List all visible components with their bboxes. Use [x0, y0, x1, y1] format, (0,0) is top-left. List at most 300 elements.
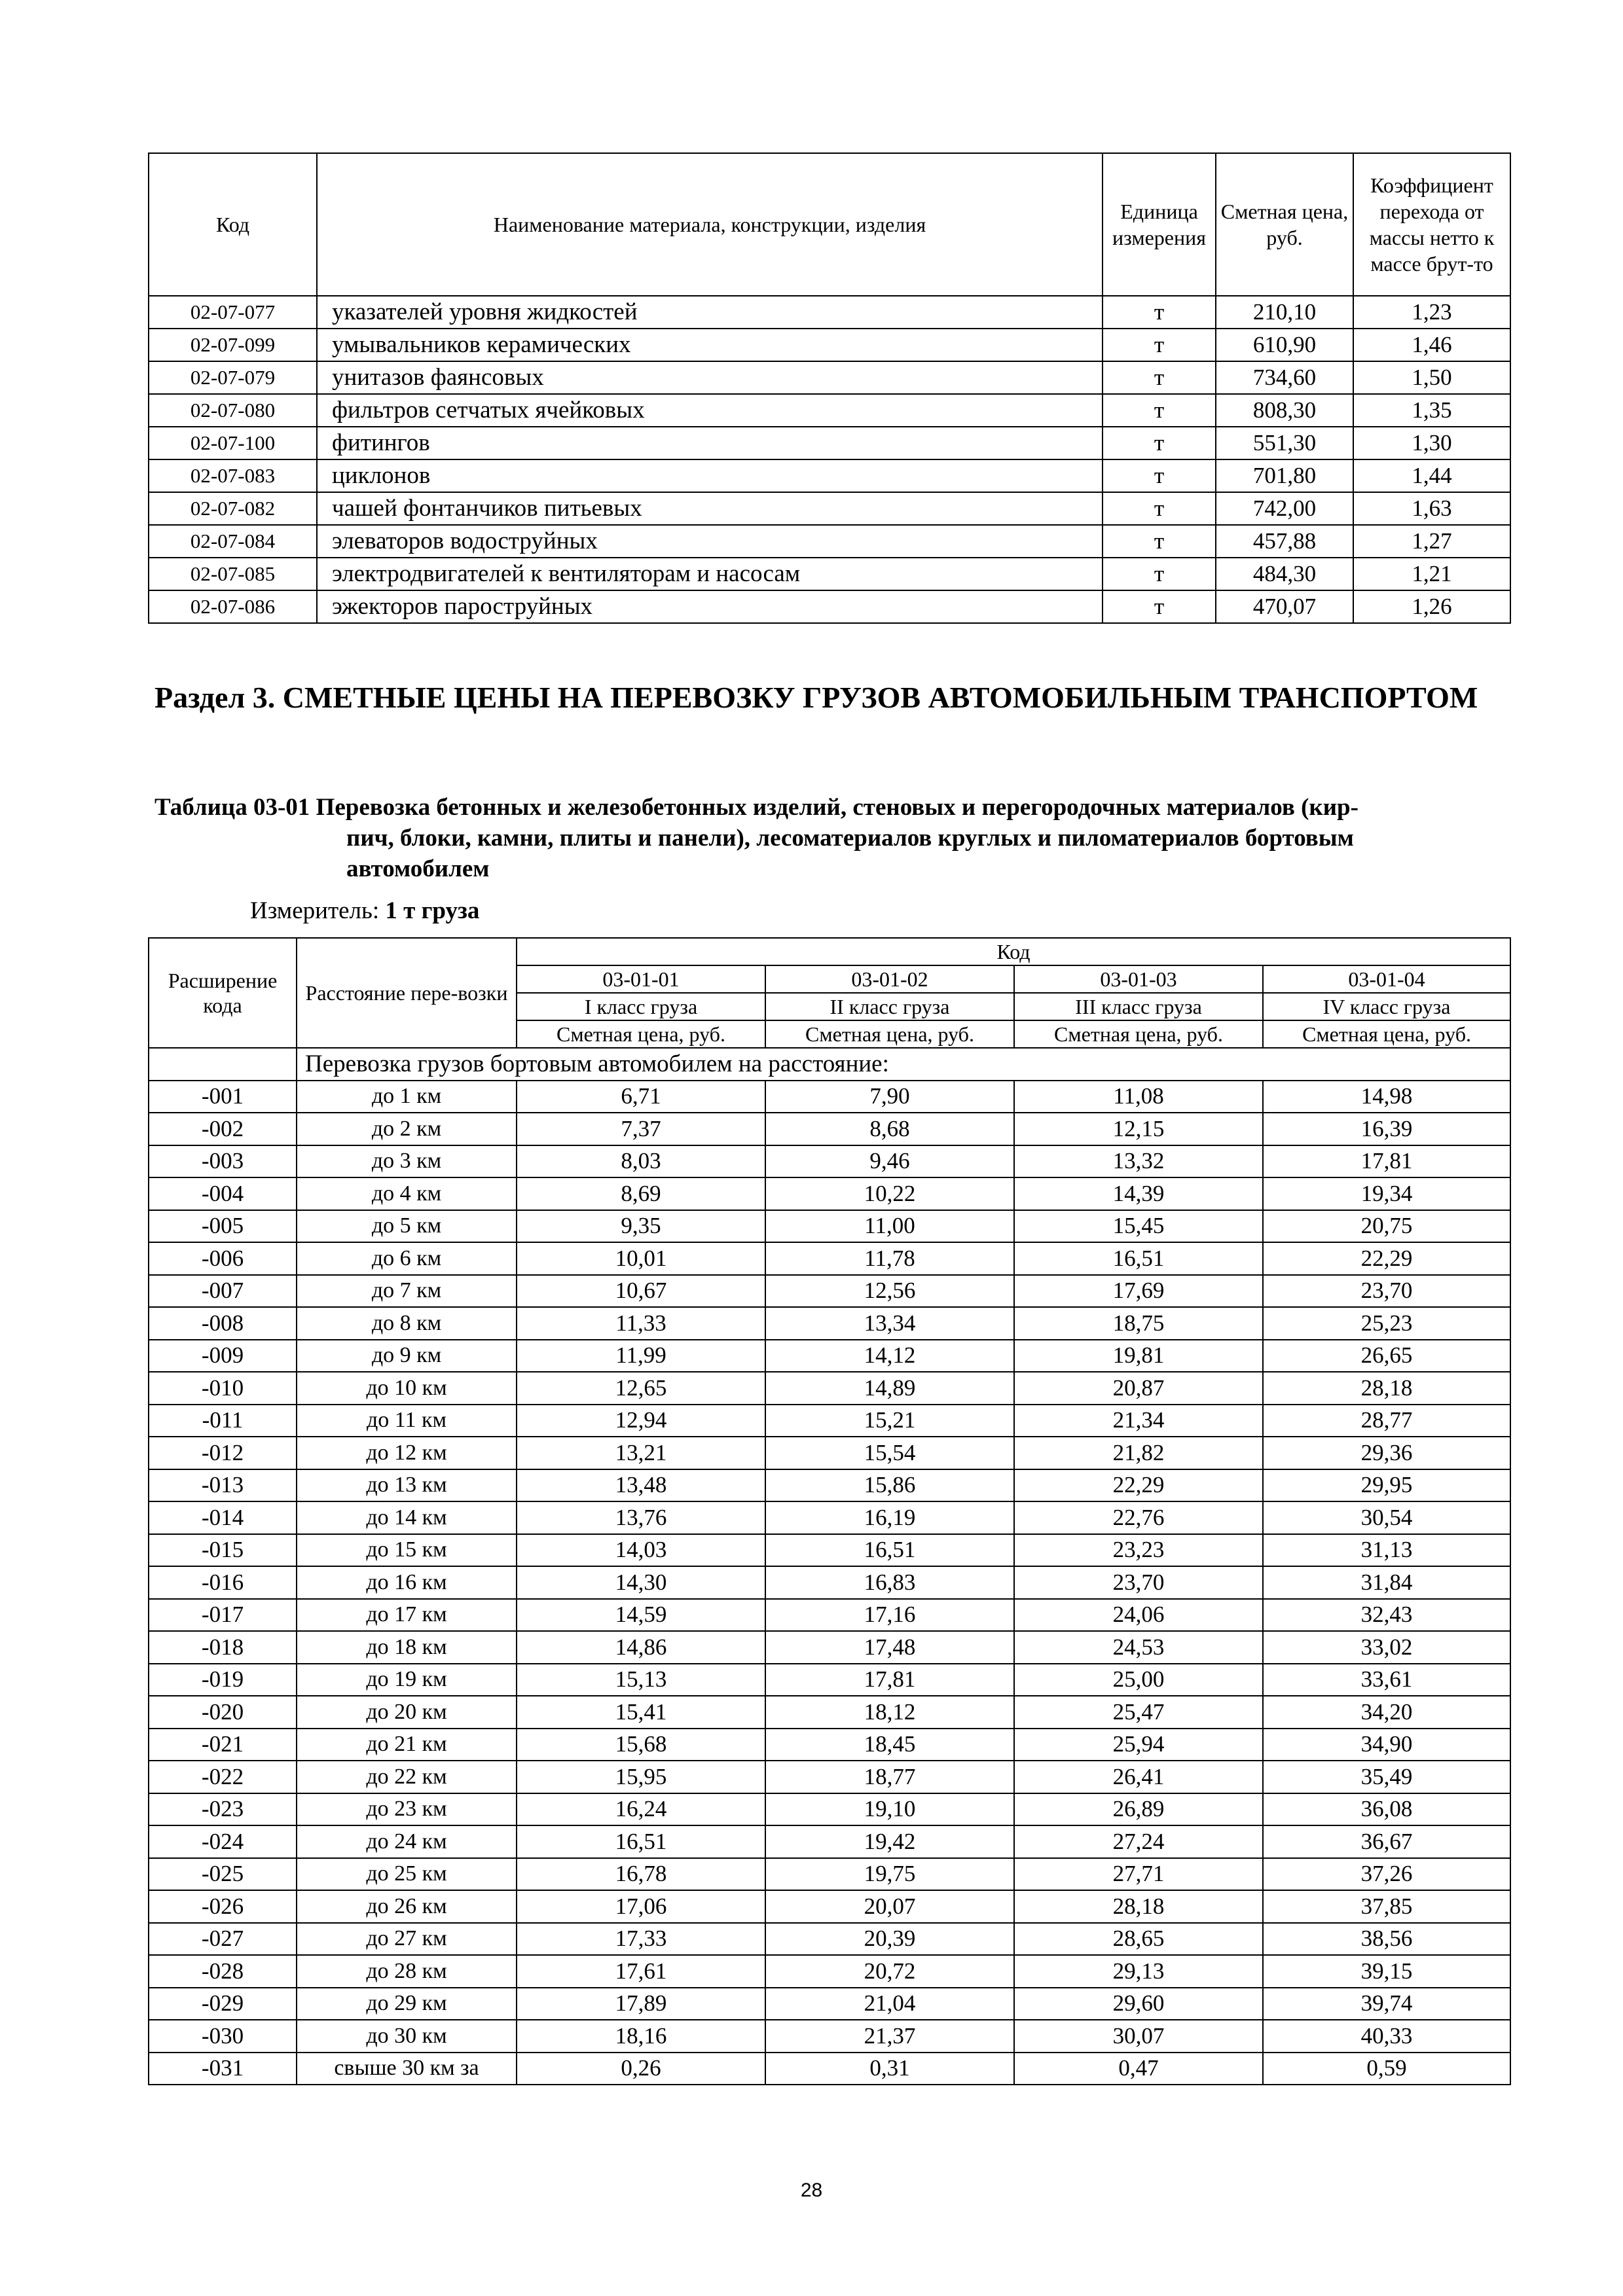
cell-distance: до 23 км: [297, 1793, 517, 1826]
cell-distance: до 18 км: [297, 1631, 517, 1664]
table-row: [149, 329, 1510, 361]
table-row: [149, 2020, 1510, 2053]
transport-price-table: [148, 937, 1511, 2085]
cell-price-class-1: 11,33: [517, 1307, 765, 1340]
cell-distance: до 9 км: [297, 1340, 517, 1372]
cell-price-class-2: 19,42: [765, 1825, 1014, 1858]
cell-distance: до 11 км: [297, 1405, 517, 1437]
page-number: 28: [800, 2179, 823, 2201]
cell-price: 457,88: [1216, 525, 1353, 558]
cell-price-class-1: 17,61: [517, 1955, 765, 1988]
cell-price-class-4: 34,20: [1263, 1696, 1510, 1729]
table-caption-line-3: автомобилем: [346, 855, 490, 882]
cell-distance: до 24 км: [297, 1825, 517, 1858]
cell-distance: до 6 км: [297, 1242, 517, 1275]
cell-unit: т: [1103, 296, 1216, 329]
cell-price-class-2: 17,16: [765, 1599, 1014, 1632]
cell-code-extension: -018: [149, 1631, 297, 1664]
cell-code-extension: -025: [149, 1858, 297, 1891]
subheader-row: [149, 1048, 1510, 1081]
table-row: [149, 361, 1510, 394]
cell-price-class-1: 14,03: [517, 1534, 765, 1567]
cell-coef: 1,23: [1353, 296, 1510, 329]
cell-code-extension: -027: [149, 1923, 297, 1956]
cell-distance: до 26 км: [297, 1890, 517, 1923]
cell-price-class-4: 22,29: [1263, 1242, 1510, 1275]
header-name: Наименование материала, конструкции, изделия: [317, 153, 1103, 296]
cell-price-class-3: 30,07: [1014, 2020, 1263, 2053]
cell-unit: т: [1103, 590, 1216, 623]
cell-price-class-4: 36,67: [1263, 1825, 1510, 1858]
header-code-3: 03-01-03: [1014, 965, 1263, 993]
cell-code-extension: -021: [149, 1729, 297, 1761]
cell-price-class-3: 23,23: [1014, 1534, 1263, 1567]
cell-price-class-3: 19,81: [1014, 1340, 1263, 1372]
cell-price-class-2: 16,19: [765, 1501, 1014, 1534]
cell-distance: до 2 км: [297, 1113, 517, 1145]
cell-price-class-2: 9,46: [765, 1145, 1014, 1178]
table-row: [149, 525, 1510, 558]
cell-price-class-1: 0,26: [517, 2053, 765, 2085]
cell-name: элеваторов водоструйных: [317, 525, 1103, 558]
table-row: [149, 1081, 1510, 1113]
table-row: [149, 1890, 1510, 1923]
cell-price-class-1: 14,86: [517, 1631, 765, 1664]
table-row: [149, 1923, 1510, 1956]
header-unit: Единица измерения: [1103, 153, 1216, 296]
cell-price-class-2: 19,10: [765, 1793, 1014, 1826]
cell-distance: до 13 км: [297, 1469, 517, 1502]
table-row: [149, 1631, 1510, 1664]
subheader-text: Перевозка грузов бортовым автомобилем на расстояние:: [297, 1048, 1510, 1081]
cell-price-class-1: 15,95: [517, 1761, 765, 1793]
cell-price-class-4: 38,56: [1263, 1923, 1510, 1956]
header-coefficient: Коэффициент перехода от массы нетто к массе брут-то: [1353, 153, 1510, 296]
header-code-2: 03-01-02: [765, 965, 1014, 993]
cell-code-extension: -028: [149, 1955, 297, 1988]
cell-price-class-2: 11,00: [765, 1210, 1014, 1243]
table-row: [149, 1437, 1510, 1469]
cell-price-class-3: 27,71: [1014, 1858, 1263, 1891]
cell-price-class-4: 20,75: [1263, 1210, 1510, 1243]
table-row: [149, 1372, 1510, 1405]
table-row: [149, 1729, 1510, 1761]
cell-price-class-4: 17,81: [1263, 1145, 1510, 1178]
cell-price-class-1: 12,94: [517, 1405, 765, 1437]
cell-price-class-2: 16,83: [765, 1566, 1014, 1599]
cell-price-class-1: 17,33: [517, 1923, 765, 1956]
cell-price-class-4: 39,74: [1263, 1988, 1510, 2020]
cell-code: 02-07-080: [149, 394, 317, 427]
cell-code-extension: -013: [149, 1469, 297, 1502]
cell-price-class-3: 28,65: [1014, 1923, 1263, 1956]
cell-price-class-3: 25,94: [1014, 1729, 1263, 1761]
header-class-4: IV класс груза: [1263, 993, 1510, 1020]
cell-price-class-3: 29,60: [1014, 1988, 1263, 2020]
cell-coef: 1,50: [1353, 361, 1510, 394]
table-row: [149, 459, 1510, 492]
cell-price-class-1: 8,03: [517, 1145, 765, 1178]
table-row: [149, 1501, 1510, 1534]
cell-unit: т: [1103, 459, 1216, 492]
cell-price-class-1: 17,89: [517, 1988, 765, 2020]
cell-price: 734,60: [1216, 361, 1353, 394]
header-price-2: Сметная цена, руб.: [765, 1020, 1014, 1048]
cell-code: 02-07-099: [149, 329, 317, 361]
header-class-2: II класс груза: [765, 993, 1014, 1020]
section-title: Раздел 3. СМЕТНЫЕ ЦЕНЫ НА ПЕРЕВОЗКУ ГРУЗОВ АВТОМОБИЛЬНЫМ ТРАНСПОРТОМ: [155, 681, 1478, 714]
cell-price-class-4: 29,95: [1263, 1469, 1510, 1502]
cell-price-class-4: 28,77: [1263, 1405, 1510, 1437]
cell-code-extension: -020: [149, 1696, 297, 1729]
cell-price-class-1: 16,24: [517, 1793, 765, 1826]
cell-distance: до 4 км: [297, 1177, 517, 1210]
cell-price-class-2: 15,86: [765, 1469, 1014, 1502]
cell-distance: до 10 км: [297, 1372, 517, 1405]
cell-price: 610,90: [1216, 329, 1353, 361]
cell-code-extension: -029: [149, 1988, 297, 2020]
cell-unit: т: [1103, 558, 1216, 590]
header-distance: Расстояние пере-возки: [297, 938, 517, 1048]
header-price-1: Сметная цена, руб.: [517, 1020, 765, 1048]
cell-price-class-3: 0,47: [1014, 2053, 1263, 2085]
cell-code-extension: -022: [149, 1761, 297, 1793]
cell-name: умывальников керамических: [317, 329, 1103, 361]
cell-distance: свыше 30 км за: [297, 2053, 517, 2085]
table-row: [149, 1534, 1510, 1567]
cell-name: эжекторов пароструйных: [317, 590, 1103, 623]
header-class-3: III класс груза: [1014, 993, 1263, 1020]
cell-code: 02-07-100: [149, 427, 317, 459]
cell-price-class-2: 20,07: [765, 1890, 1014, 1923]
cell-name: чашей фонтанчиков питьевых: [317, 492, 1103, 525]
cell-price-class-2: 15,21: [765, 1405, 1014, 1437]
table-row: [149, 1761, 1510, 1793]
cell-price-class-3: 14,39: [1014, 1177, 1263, 1210]
cell-price-class-2: 16,51: [765, 1534, 1014, 1567]
table-caption-line-2: пич, блоки, камни, плиты и панели), лесоматериалов круглых и пиломатериалов бортовым: [346, 825, 1354, 852]
cell-price-class-2: 10,22: [765, 1177, 1014, 1210]
cell-code-extension: -002: [149, 1113, 297, 1145]
cell-name: электродвигателей к вентиляторам и насосам: [317, 558, 1103, 590]
cell-unit: т: [1103, 329, 1216, 361]
table-row: [149, 1858, 1510, 1891]
cell-code-extension: -030: [149, 2020, 297, 2053]
table-row: [149, 1307, 1510, 1340]
cell-unit: т: [1103, 361, 1216, 394]
cell-name: циклонов: [317, 459, 1103, 492]
cell-distance: до 30 км: [297, 2020, 517, 2053]
subheader-empty-cell: [149, 1048, 297, 1081]
meter-value: 1 т груза: [385, 897, 480, 924]
cell-distance: до 3 км: [297, 1145, 517, 1178]
cell-distance: до 19 км: [297, 1664, 517, 1696]
cell-coef: 1,27: [1353, 525, 1510, 558]
cell-unit: т: [1103, 427, 1216, 459]
cell-price-class-4: 0,59: [1263, 2053, 1510, 2085]
cell-distance: до 8 км: [297, 1307, 517, 1340]
cell-price-class-3: 20,87: [1014, 1372, 1263, 1405]
cell-price-class-4: 23,70: [1263, 1275, 1510, 1308]
cell-code-extension: -017: [149, 1599, 297, 1632]
table-row: [149, 1177, 1510, 1210]
table-row: [149, 1955, 1510, 1988]
cell-price-class-3: 21,34: [1014, 1405, 1263, 1437]
cell-code-extension: -012: [149, 1437, 297, 1469]
cell-price-class-4: 39,15: [1263, 1955, 1510, 1988]
cell-price: 742,00: [1216, 492, 1353, 525]
cell-price-class-4: 33,61: [1263, 1664, 1510, 1696]
cell-coef: 1,35: [1353, 394, 1510, 427]
cell-name: фильтров сетчатых ячейковых: [317, 394, 1103, 427]
cell-price-class-2: 7,90: [765, 1081, 1014, 1113]
transport-price-table-body: [149, 1048, 1510, 2085]
cell-distance: до 15 км: [297, 1534, 517, 1567]
header-class-1: I класс груза: [517, 993, 765, 1020]
cell-price-class-1: 9,35: [517, 1210, 765, 1243]
cell-distance: до 29 км: [297, 1988, 517, 2020]
cell-price-class-4: 31,13: [1263, 1534, 1510, 1567]
table-caption-line-1: Таблица 03-01 Перевозка бетонных и железобетонных изделий, стеновых и перегородочных материалов (кир-: [155, 794, 1359, 821]
header-price-3: Сметная цена, руб.: [1014, 1020, 1263, 1048]
cell-code-extension: -019: [149, 1664, 297, 1696]
header-code-group: Код: [517, 938, 1510, 965]
cell-distance: до 1 км: [297, 1081, 517, 1113]
cell-price-class-4: 40,33: [1263, 2020, 1510, 2053]
cell-code: 02-07-077: [149, 296, 317, 329]
cell-price-class-2: 0,31: [765, 2053, 1014, 2085]
cell-distance: до 22 км: [297, 1761, 517, 1793]
cell-code-extension: -001: [149, 1081, 297, 1113]
cell-code: 02-07-082: [149, 492, 317, 525]
cell-coef: 1,21: [1353, 558, 1510, 590]
cell-code-extension: -011: [149, 1405, 297, 1437]
header-code-4: 03-01-04: [1263, 965, 1510, 993]
cell-price-class-1: 14,30: [517, 1566, 765, 1599]
cell-price-class-3: 16,51: [1014, 1242, 1263, 1275]
cell-code-extension: -031: [149, 2053, 297, 2085]
table-row: [149, 1566, 1510, 1599]
cell-distance: до 21 км: [297, 1729, 517, 1761]
cell-price-class-4: 33,02: [1263, 1631, 1510, 1664]
cell-price-class-1: 8,69: [517, 1177, 765, 1210]
cell-code-extension: -003: [149, 1145, 297, 1178]
cell-price-class-2: 15,54: [765, 1437, 1014, 1469]
cell-price-class-2: 18,12: [765, 1696, 1014, 1729]
table-row: [149, 1696, 1510, 1729]
header-code: Код: [149, 153, 317, 296]
cell-coef: 1,26: [1353, 590, 1510, 623]
cell-price-class-4: 37,85: [1263, 1890, 1510, 1923]
cell-code-extension: -024: [149, 1825, 297, 1858]
cell-price-class-1: 13,76: [517, 1501, 765, 1534]
header-price: Сметная цена, руб.: [1216, 153, 1353, 296]
cell-price: 701,80: [1216, 459, 1353, 492]
table-row: [149, 558, 1510, 590]
cell-price: 210,10: [1216, 296, 1353, 329]
cell-price-class-2: 20,72: [765, 1955, 1014, 1988]
cell-price-class-4: 30,54: [1263, 1501, 1510, 1534]
cell-name: указателей уровня жидкостей: [317, 296, 1103, 329]
table-row: [149, 1793, 1510, 1826]
cell-price-class-1: 16,78: [517, 1858, 765, 1891]
cell-price-class-2: 18,77: [765, 1761, 1014, 1793]
meter-label: Измеритель:: [250, 897, 380, 924]
cell-price-class-4: 34,90: [1263, 1729, 1510, 1761]
cell-price-class-4: 28,18: [1263, 1372, 1510, 1405]
cell-price-class-1: 14,59: [517, 1599, 765, 1632]
cell-price-class-2: 21,37: [765, 2020, 1014, 2053]
cell-price-class-4: 37,26: [1263, 1858, 1510, 1891]
cell-price-class-3: 25,00: [1014, 1664, 1263, 1696]
cell-price: 470,07: [1216, 590, 1353, 623]
cell-price-class-3: 25,47: [1014, 1696, 1263, 1729]
cell-code-extension: -006: [149, 1242, 297, 1275]
cell-code: 02-07-084: [149, 525, 317, 558]
cell-price-class-2: 20,39: [765, 1923, 1014, 1956]
cell-code-extension: -004: [149, 1177, 297, 1210]
cell-code: 02-07-085: [149, 558, 317, 590]
cell-price-class-4: 14,98: [1263, 1081, 1510, 1113]
table-row: [149, 1275, 1510, 1308]
cell-price-class-3: 24,53: [1014, 1631, 1263, 1664]
cell-price-class-2: 12,56: [765, 1275, 1014, 1308]
cell-price-class-4: 26,65: [1263, 1340, 1510, 1372]
materials-table-body: [149, 296, 1510, 623]
cell-price-class-4: 16,39: [1263, 1113, 1510, 1145]
table-row: [149, 1340, 1510, 1372]
cell-coef: 1,46: [1353, 329, 1510, 361]
cell-price-class-1: 13,48: [517, 1469, 765, 1502]
cell-price-class-3: 26,89: [1014, 1793, 1263, 1826]
cell-code: 02-07-086: [149, 590, 317, 623]
table-row: [149, 492, 1510, 525]
cell-distance: до 20 км: [297, 1696, 517, 1729]
table-caption: [155, 792, 1510, 884]
cell-price-class-1: 11,99: [517, 1340, 765, 1372]
cell-price-class-1: 16,51: [517, 1825, 765, 1858]
cell-code: 02-07-079: [149, 361, 317, 394]
table-row: [149, 296, 1510, 329]
cell-price-class-4: 29,36: [1263, 1437, 1510, 1469]
cell-price-class-4: 32,43: [1263, 1599, 1510, 1632]
cell-price-class-1: 10,67: [517, 1275, 765, 1308]
cell-price-class-3: 12,15: [1014, 1113, 1263, 1145]
cell-price-class-3: 29,13: [1014, 1955, 1263, 1988]
table-row: [149, 2053, 1510, 2085]
cell-unit: т: [1103, 525, 1216, 558]
cell-price-class-3: 23,70: [1014, 1566, 1263, 1599]
cell-price-class-3: 15,45: [1014, 1210, 1263, 1243]
cell-code-extension: -009: [149, 1340, 297, 1372]
cell-price-class-1: 15,13: [517, 1664, 765, 1696]
cell-code-extension: -015: [149, 1534, 297, 1567]
cell-coef: 1,44: [1353, 459, 1510, 492]
table-row: [149, 1664, 1510, 1696]
cell-price: 808,30: [1216, 394, 1353, 427]
cell-unit: т: [1103, 394, 1216, 427]
table-row: [149, 1599, 1510, 1632]
cell-price-class-1: 15,68: [517, 1729, 765, 1761]
cell-distance: до 27 км: [297, 1923, 517, 1956]
header-code-1: 03-01-01: [517, 965, 765, 993]
cell-name: фитингов: [317, 427, 1103, 459]
cell-price-class-2: 19,75: [765, 1858, 1014, 1891]
cell-distance: до 7 км: [297, 1275, 517, 1308]
cell-price-class-2: 17,48: [765, 1631, 1014, 1664]
cell-price-class-2: 14,89: [765, 1372, 1014, 1405]
header-price-4: Сметная цена, руб.: [1263, 1020, 1510, 1048]
cell-code-extension: -016: [149, 1566, 297, 1599]
cell-distance: до 25 км: [297, 1858, 517, 1891]
cell-distance: до 16 км: [297, 1566, 517, 1599]
cell-price-class-4: 19,34: [1263, 1177, 1510, 1210]
cell-code: 02-07-083: [149, 459, 317, 492]
cell-price-class-3: 21,82: [1014, 1437, 1263, 1469]
cell-coef: 1,63: [1353, 492, 1510, 525]
table-row: [149, 1469, 1510, 1502]
cell-price-class-1: 15,41: [517, 1696, 765, 1729]
table-row: [149, 1988, 1510, 2020]
cell-price-class-1: 6,71: [517, 1081, 765, 1113]
cell-price-class-4: 25,23: [1263, 1307, 1510, 1340]
cell-distance: до 14 км: [297, 1501, 517, 1534]
cell-price-class-3: 22,76: [1014, 1501, 1263, 1534]
cell-distance: до 28 км: [297, 1955, 517, 1988]
cell-price-class-1: 17,06: [517, 1890, 765, 1923]
materials-table: [148, 152, 1511, 624]
unit-of-measure: [250, 897, 479, 925]
cell-price-class-2: 11,78: [765, 1242, 1014, 1275]
cell-price-class-4: 36,08: [1263, 1793, 1510, 1826]
cell-price-class-1: 18,16: [517, 2020, 765, 2053]
table-row: [149, 1825, 1510, 1858]
table-row: [149, 1242, 1510, 1275]
cell-price-class-2: 18,45: [765, 1729, 1014, 1761]
table-row: [149, 1210, 1510, 1243]
cell-price-class-3: 17,69: [1014, 1275, 1263, 1308]
cell-price-class-1: 7,37: [517, 1113, 765, 1145]
cell-distance: до 17 км: [297, 1599, 517, 1632]
cell-code-extension: -026: [149, 1890, 297, 1923]
cell-price-class-3: 24,06: [1014, 1599, 1263, 1632]
cell-unit: т: [1103, 492, 1216, 525]
cell-price-class-4: 35,49: [1263, 1761, 1510, 1793]
cell-code-extension: -023: [149, 1793, 297, 1826]
cell-price-class-1: 12,65: [517, 1372, 765, 1405]
cell-price-class-2: 21,04: [765, 1988, 1014, 2020]
cell-price-class-3: 18,75: [1014, 1307, 1263, 1340]
cell-price-class-3: 11,08: [1014, 1081, 1263, 1113]
cell-price-class-1: 13,21: [517, 1437, 765, 1469]
table-row: [149, 427, 1510, 459]
cell-price-class-3: 27,24: [1014, 1825, 1263, 1858]
cell-price-class-2: 17,81: [765, 1664, 1014, 1696]
table-row: [149, 590, 1510, 623]
cell-price-class-2: 13,34: [765, 1307, 1014, 1340]
cell-code-extension: -010: [149, 1372, 297, 1405]
cell-distance: до 12 км: [297, 1437, 517, 1469]
table-row: [149, 1113, 1510, 1145]
cell-code-extension: -008: [149, 1307, 297, 1340]
cell-coef: 1,30: [1353, 427, 1510, 459]
cell-price-class-4: 31,84: [1263, 1566, 1510, 1599]
table-row: [149, 1145, 1510, 1178]
cell-price-class-1: 10,01: [517, 1242, 765, 1275]
cell-price-class-2: 14,12: [765, 1340, 1014, 1372]
cell-distance: до 5 км: [297, 1210, 517, 1243]
cell-name: унитазов фаянсовых: [317, 361, 1103, 394]
